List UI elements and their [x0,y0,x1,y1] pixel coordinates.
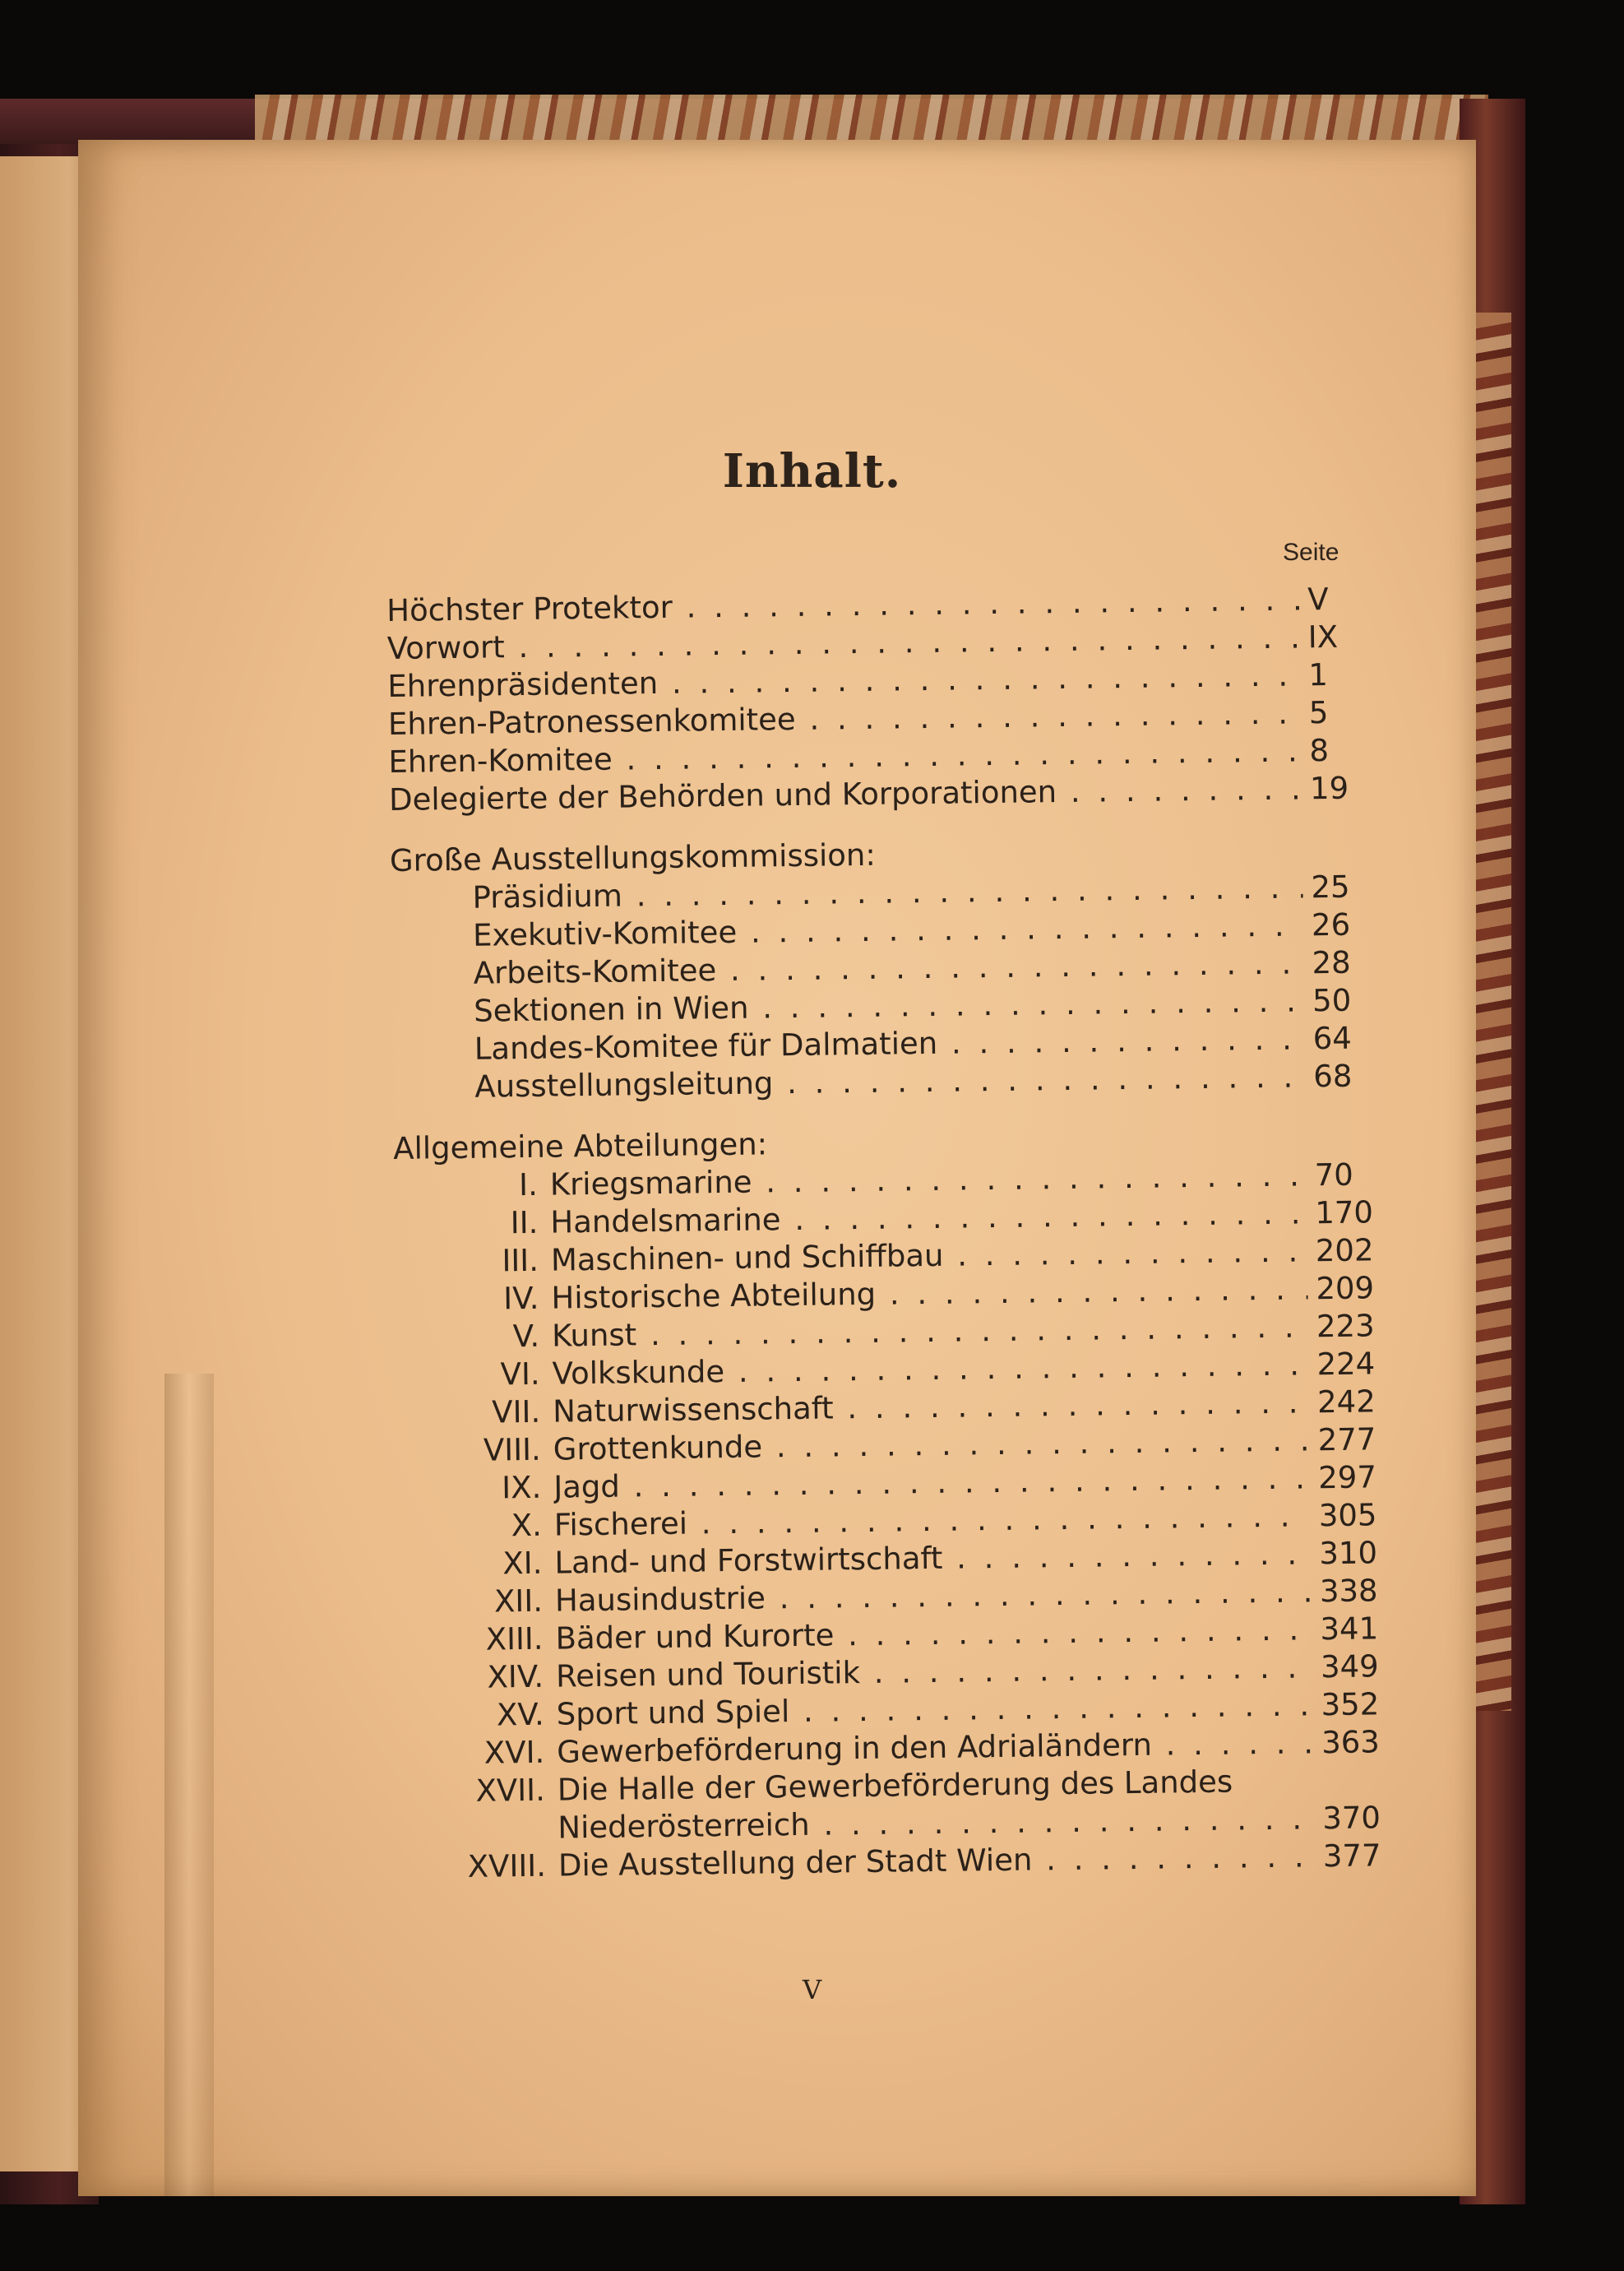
toc-entry-page: 341 [1320,1611,1379,1648]
toc-entry-number: XVI. [483,1734,545,1771]
toc-entry-number: X. [511,1507,543,1544]
page-title: Inhalt. [722,444,902,498]
toc-entry-page: 363 [1321,1724,1381,1761]
toc-entry-label: Bäder und Kurorte . . . [555,1611,1312,1657]
toc-entry-page: 25 [1311,869,1350,906]
toc-entry-page: 349 [1320,1648,1379,1685]
toc-entry-label: Sektionen in Wien . . . [474,982,1304,1030]
toc-entry-page: 310 [1319,1535,1378,1572]
toc-entry-number: II. [510,1204,539,1241]
toc-entry-page: 50 [1312,982,1352,1019]
toc-entry-page: 297 [1317,1459,1377,1496]
toc-entry-number: VIII. [483,1431,542,1468]
section-heading-label: Allgemeine Abteilungen: [393,1126,768,1166]
toc-entry-label: Grottenkunde . . . [553,1421,1309,1468]
toc-entry-page: 8 [1309,733,1330,769]
toc-entry-number: III. [502,1242,539,1279]
toc-entry-label: Niederösterreich . . . [558,1800,1314,1847]
toc-entry-number: IX. [502,1469,542,1506]
toc-entry-page: 64 [1312,1020,1353,1057]
toc-entry-page: 209 [1316,1270,1375,1307]
toc-entry-label: Delegierte der Behörden und Korporationen . . . [389,770,1302,819]
toc-entry-label: Jagd . . . [553,1459,1310,1506]
section-heading-label: Große Ausstellungskommission: [389,837,877,878]
toc-entry-page: 28 [1312,944,1351,981]
toc-entry-label: Landes-Komitee für Dalmatien . . . [474,1020,1305,1068]
toc-entry-label: Die Halle der Gewerbeförderung des Landes [557,1764,1233,1808]
toc-entry-label: Ausstellungsleitung . . . [474,1058,1305,1105]
toc-entry-number: XVII. [475,1772,546,1809]
toc-entry-label: Reisen und Touristik . . . [556,1648,1312,1695]
toc-entry-label: Sport und Spiel . . . [556,1686,1312,1733]
toc-entry-number: VII. [492,1393,541,1430]
page-crease [164,1374,214,2196]
toc-entry-label: Arbeits-Komitee . . . [473,944,1303,992]
toc-entry-page: 338 [1319,1573,1378,1610]
toc-entry-number: VI. [500,1356,540,1393]
toc-entry-label: Maschinen- und Schiffbau . . . [551,1232,1307,1279]
toc-entry-label: Naturwissenschaft . . . [553,1383,1309,1430]
toc-entry-page: IX [1307,619,1339,656]
toc-entry-page: V [1307,582,1329,618]
toc-entry-label: Höchster Protektor . . . [386,581,1299,630]
toc-entry-number: XVIII. [467,1847,547,1884]
toc-entry-label: Land- und Forstwirtschaft . . . [554,1535,1311,1582]
toc-entry-number: XV. [496,1696,544,1733]
toc-entry-label: Die Ausstellung der Stadt Wien . . . [558,1838,1315,1884]
toc-entry-page: 377 [1322,1838,1381,1875]
marbled-page-edge-right [1472,313,1511,1711]
toc-entry-label: Ehren-Patronessenkomitee . . . [388,694,1301,744]
toc-entry-number: XIII. [485,1620,544,1657]
toc-entry-page: 170 [1315,1194,1374,1231]
toc-entry-page: 5 [1308,695,1329,731]
toc-entry-label: Kunst . . . [552,1308,1308,1355]
page-folio-number: V [802,1974,822,2005]
toc-entry-label: Exekutiv-Komitee . . . [473,906,1303,954]
toc-entry-number: I. [518,1166,539,1203]
toc-entry-page: 223 [1316,1308,1375,1345]
toc-entry-page: 1 [1308,657,1329,693]
toc-entry-label: Historische Abteilung . . . [551,1270,1307,1317]
table-of-contents [386,580,1389,1887]
toc-entry-label: Volkskunde . . . [552,1346,1308,1393]
toc-entry-label: Kriegsmarine . . . [550,1156,1307,1203]
marbled-page-edge-top [255,95,1488,144]
toc-entry-page: 242 [1316,1383,1376,1421]
toc-entry-page: 26 [1311,906,1351,943]
toc-entry-label: Vorwort . . . [387,619,1300,668]
toc-entry-label: Gewerbeförderung in den Adrialändern . . . [557,1724,1313,1771]
toc-entry-page: 202 [1315,1232,1374,1269]
toc-entry-number: V. [512,1318,540,1355]
toc-entry-number: XI. [502,1545,543,1582]
toc-entry-number: XII. [493,1583,544,1620]
page-column-header: Seite [1283,539,1339,566]
toc-entry-page: 370 [1322,1800,1381,1837]
toc-entry-label: Präsidium . . . [472,869,1302,916]
toc-entry-number: IV. [503,1280,539,1317]
toc-entry-page: 224 [1316,1346,1376,1383]
toc-entry-label: Fischerei . . . [554,1497,1311,1544]
toc-entry-page: 19 [1309,770,1349,807]
toc-entry-page: 68 [1313,1058,1353,1095]
toc-entry-page: 277 [1317,1421,1376,1458]
toc-entry-page: 305 [1318,1497,1377,1534]
toc-entry-number: XIV. [487,1658,544,1695]
toc-entry-label: Ehren-Komitee . . . [388,732,1301,781]
toc-entry-label: Handelsmarine . . . [550,1194,1307,1241]
toc-entry-page: 70 [1314,1156,1354,1193]
toc-entry-label: Hausindustrie . . . [555,1573,1312,1620]
toc-entry-page: 352 [1321,1686,1380,1723]
toc-entry-label: Ehrenpräsidenten . . . [387,656,1300,706]
